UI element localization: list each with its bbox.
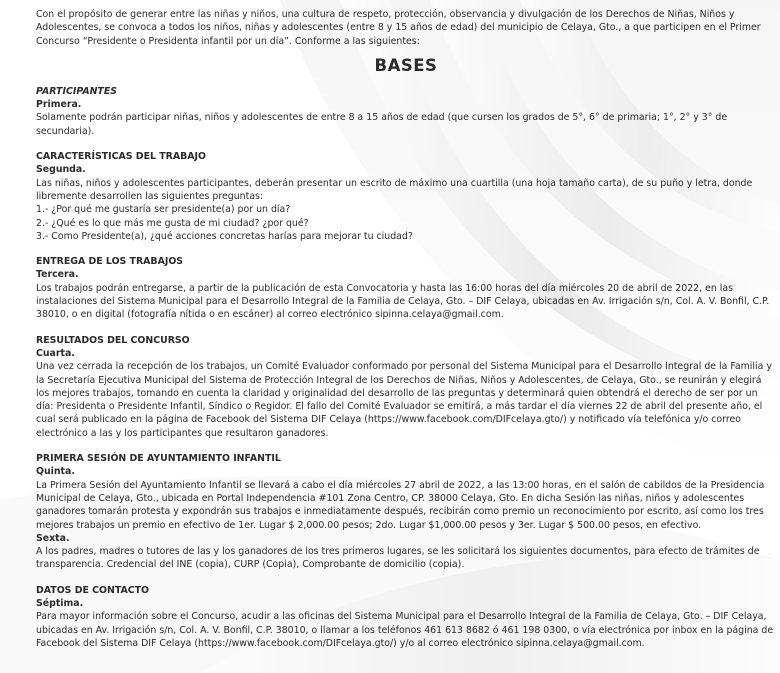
clause-text: La Primera Sesión del Ayuntamiento Infantil se llevará a cabo el día miércoles 27 abril de 2022, a las 13:00 horas, en el salón de cabildos de la Presidencia Municipal de Celaya, Gto., ubicada en Portal Independencia #101 Zona Centro, CP. 38000 Celaya, Gto. En dicha Sesión las niñas, niños y adolescentes ganadores tomarán protesta y expondrán sus trabajos e inmediatamente después, recibirán como premio un reconocimiento por escrito, así como los tres mejores trabajos un premio en efectivo de 1er. Lugar $ 2,000.00 pesos; 2do. Lugar $1,000.00 pesos y 3er. Lugar $ 500.00 pesos, en efectivo. bbox=[36, 479, 765, 531]
section-caracteristicas bbox=[36, 150, 776, 243]
clause-label: Séptima. bbox=[36, 597, 84, 609]
section-sesion bbox=[36, 452, 776, 572]
question-item: 1.- ¿Por qué me gustaría ser presidente(a) por un día? bbox=[36, 204, 291, 216]
clause-text-2: A los padres, madres o tutores de las y los ganadores de los tres primeros lugares, se les solicitará los siguientes documentos, para efecto de trámites de transparencia. Credencial del INE (copia), CURP (Copia), Comprobante de domicilio (copia). bbox=[36, 546, 760, 571]
clause-label-2: Sexta. bbox=[36, 532, 70, 544]
bases-heading: BASES bbox=[374, 55, 438, 75]
clause-label: Tercera. bbox=[36, 269, 79, 281]
section-title: ENTREGA DE LOS TRABAJOS bbox=[36, 256, 184, 268]
question-item: 2.- ¿Qué es lo que más me gusta de mi ciudad? ¿por qué? bbox=[36, 217, 309, 229]
intro-paragraph: Con el propósito de generar entre las niñas y niños, una cultura de respeto, protección, observancia y divulgación de los Derechos de Niñas, Niños y Adolescentes, se convoca a todos los niños, niñas y adolescentes (entre 8 y 15 años de edad) del municipio de Celaya, Gto., a que participen en el Primer Concurso “Presidente o Presidenta infantil por un día”. Conforme a las siguientes: bbox=[36, 9, 761, 47]
section-contacto bbox=[36, 584, 776, 650]
section-resultados bbox=[36, 334, 776, 440]
clause-label: Segunda. bbox=[36, 164, 86, 176]
section-title: PRIMERA SESIÓN DE AYUNTAMIENTO INFANTIL bbox=[36, 453, 281, 465]
section-participantes bbox=[36, 85, 776, 138]
clause-text: Una vez cerrada la recepción de los trabajos, un Comité Evaluador conformado por personal del Sistema Municipal para el Desarrollo Integral de la Familia y la Secretaría Ejecutiva Municipal del Sistema de Protección Integral de los Derechos de Niñas, Niños y Adolescentes, de Celaya, Gto., se reunirán y elegirá los mejores trabajos, tomando en cuenta la claridad y originalidad del desarrollo de las preguntas y determinará quien obtendrá el derecho de ser por un día: Presidenta o Presidente Infantil, Síndico o Regidor. El fallo del Comité Evaluador se emitirá, a más tardar el día viernes 22 de abril del presente año, el cual será publicado en la página de Facebook del Sistema DIF Celaya (https://www.facebook.com/DIFcelaya.gto/) y notificado vía telefónica y/o correo electrónico a las y los participantes que resultaron ganadores. bbox=[36, 361, 772, 439]
question-item: 3.- Como Presidente(a), ¿qué acciones concretas harías para mejorar tu ciudad? bbox=[36, 230, 413, 242]
clause-text: Solamente podrán participar niñas, niños y adolescentes de entre 8 a 15 años de edad (que cursen los grados de 5°, 6° de primaria; 1°, 2° y 3° de secundaria). bbox=[36, 112, 728, 137]
clause-text: Para mayor información sobre el Concurso, acudir a las oficinas del Sistema Municipal para el Desarrollo Integral de la Familia de Celaya, Gto. – DIF Celaya, ubicadas en Av. Irrigación s/n, Col. A. V. Bonfil, C.P. 38010, o llamar a los teléfonos 461 613 8682 ó 461 198 0300, o vía electrónica por inbox en la página de Facebook del Sistema DIF Celaya (https://www.facebook.com/DIFcelaya.gto/) y/o al correo electrónico sipinna.celaya@gmail.com. bbox=[36, 611, 774, 649]
clause-label: Quinta. bbox=[36, 466, 75, 478]
section-title: CARACTERÍSTICAS DEL TRABAJO bbox=[36, 151, 206, 163]
section-entrega bbox=[36, 255, 776, 321]
clause-text: Las niñas, niños y adolescentes participantes, deberán presentar un escrito de máximo una cuartilla (una hoja tamaño carta), de su puño y letra, donde libremente desarrollen las siguientes preguntas: bbox=[36, 177, 753, 202]
section-title: DATOS DE CONTACTO bbox=[36, 584, 150, 596]
clause-label: Primera. bbox=[36, 99, 82, 111]
clause-label: Cuarta. bbox=[36, 347, 75, 359]
section-title: RESULTADOS DEL CONCURSO bbox=[36, 334, 190, 346]
section-title: PARTICIPANTES bbox=[36, 85, 117, 97]
clause-text: Los trabajos podrán entregarse, a partir de la publicación de esta Convocatoria y hasta las 16:00 horas del día miércoles 20 de abril de 2022, en las instalaciones del Sistema Municipal para el Desarrollo Integral de la Familia de Celaya, Gto. – DIF Celaya, ubicadas en Av. Irrigación s/n, Col. A. V. Bonfil, C.P. 38010, o en digital (fotografía nítida o en escáner) al correo electrónico sipinna.celaya@gmail.com. bbox=[36, 282, 770, 321]
